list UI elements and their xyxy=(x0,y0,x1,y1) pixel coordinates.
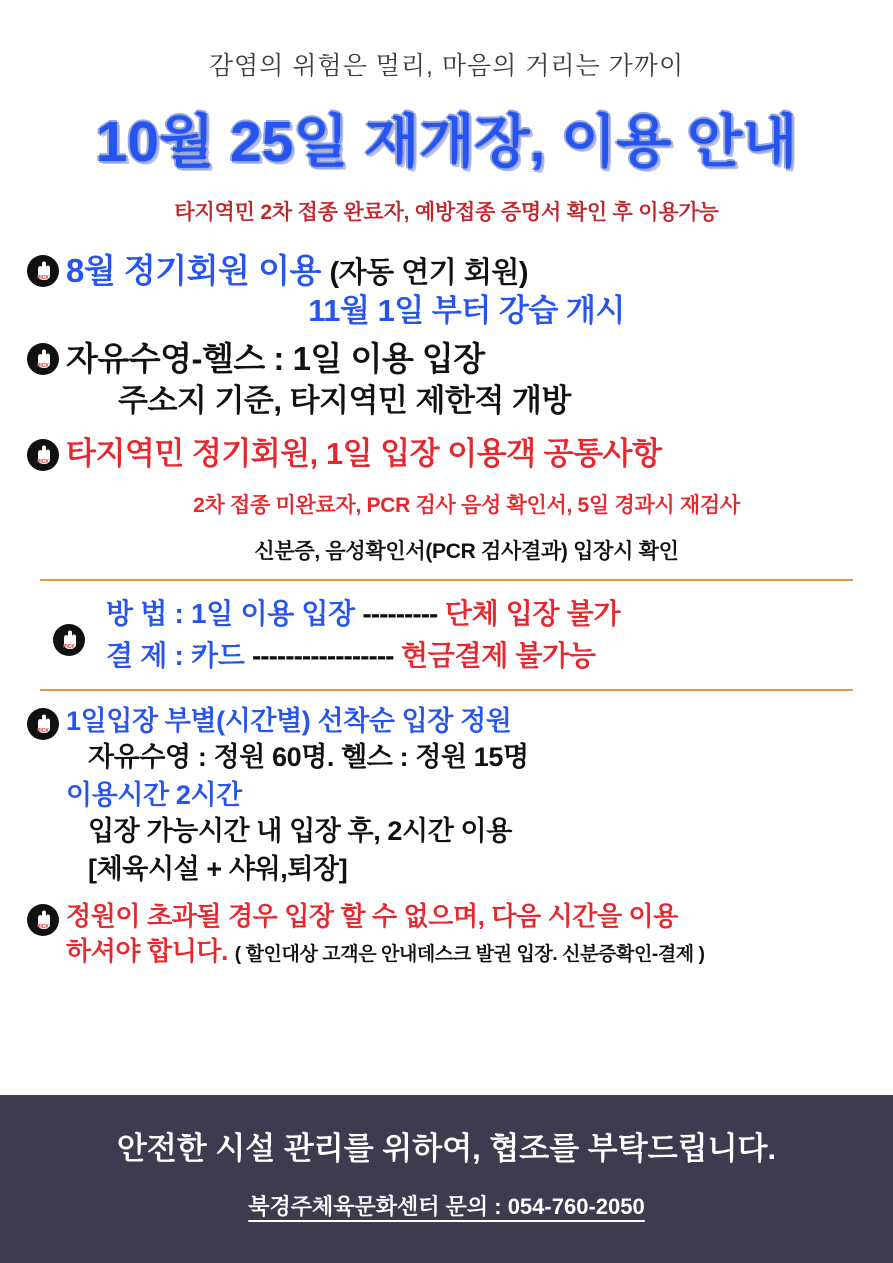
method-label: 방 법 : 1일 이용 입장 xyxy=(106,597,355,629)
pointing-hand-icon xyxy=(26,707,62,741)
pointing-hand-icon xyxy=(26,254,62,288)
payment-line xyxy=(92,635,853,677)
list-item-text xyxy=(66,250,867,332)
svg-text:PICK: PICK xyxy=(37,727,49,734)
footer-contact: 북경주체육문화센터 문의 : 054-760-2050 xyxy=(248,1194,645,1219)
payment-label: 결 제 : 카드 xyxy=(106,639,245,671)
pointing-hand-icon xyxy=(26,438,62,472)
method-payment-text xyxy=(92,593,853,677)
payment-dash: ----------------- xyxy=(251,639,394,671)
list-item xyxy=(26,434,867,564)
usage-time-detail-2: [체육시설 + 샤워,퇴장] xyxy=(88,854,348,885)
method-line xyxy=(92,593,853,635)
list-item xyxy=(26,250,867,332)
vaccination-note: 타지역민 2차 접종 완료자, 예방접종 증명서 확인 후 이용가능 xyxy=(174,201,719,224)
list-item-text xyxy=(66,703,867,889)
list-item-text xyxy=(66,434,867,564)
usage-time-detail: 입장 가능시간 내 입장 후, 2시간 이용 xyxy=(88,816,512,847)
item1-line2: 11월 1일 부터 강습 개시 xyxy=(308,293,625,329)
pointing-hand-icon xyxy=(52,623,88,657)
overflow-notice-line1: 정원이 초과될 경우 입장 할 수 없으며, 다음 시간을 이용 xyxy=(66,900,678,931)
overflow-notice-line2-text: 하셔야 합니다. xyxy=(66,935,228,966)
list-item xyxy=(26,338,867,423)
capacity-numbers: 자유수영 : 정원 60명. 헬스 : 정원 15명 xyxy=(88,742,529,773)
list-item-text xyxy=(66,338,867,423)
overflow-notice-line2 xyxy=(66,934,867,969)
list-item-text xyxy=(66,899,867,969)
pointing-hand-icon xyxy=(26,342,62,376)
svg-text:PICK: PICK xyxy=(63,643,75,650)
discount-note: ( 할인대상 고객은 안내데스크 발권 입장. 신분증확인-결제 ) xyxy=(234,943,705,965)
pointing-hand-icon xyxy=(26,903,62,937)
item3-line1: 타지역민 정기회원, 1일 입장 이용객 공통사항 xyxy=(66,436,662,472)
svg-text:PICK: PICK xyxy=(37,923,49,930)
poster-body xyxy=(0,250,893,969)
list-item xyxy=(26,703,867,889)
method-tail: 단체 입장 불가 xyxy=(444,597,621,629)
item2-line1: 자유수영-헬스 : 1일 이용 입장 xyxy=(66,339,485,377)
svg-text:PICK: PICK xyxy=(37,362,49,369)
footer-message: 안전한 시설 관리를 위하여, 협조를 부탁드립니다. xyxy=(116,1131,777,1166)
capacity-heading: 1일입장 부별(시간별) 선착순 입장 정원 xyxy=(66,705,512,736)
item3-line3: 신분증, 음성확인서(PCR 검사결과) 입장시 확인 xyxy=(254,539,679,563)
footer xyxy=(0,1095,893,1263)
method-dash: --------- xyxy=(362,597,438,629)
usage-time-heading: 이용시간 2시간 xyxy=(66,779,242,810)
list-item xyxy=(26,899,867,969)
item2-line2: 주소지 기준, 타지역민 제한적 개방 xyxy=(118,383,571,419)
item1-line1-black: (자동 연기 회원) xyxy=(329,257,529,289)
poster-subtitle-top: 감염의 위험은 멀리, 마음의 거리는 가까이 xyxy=(208,52,685,80)
method-payment-block xyxy=(40,579,853,691)
payment-tail: 현금결제 불가능 xyxy=(400,639,596,671)
item3-line2: 2차 접종 미완료자, PCR 검사 음성 확인서, 5일 경과시 재검사 xyxy=(193,493,740,517)
page-title: 10월 25일 재개장, 이용 안내 xyxy=(95,110,798,174)
svg-text:PICK: PICK xyxy=(37,459,49,466)
item1-line1-blue: 8월 정기회원 이용 xyxy=(66,252,321,289)
svg-text:PICK: PICK xyxy=(37,275,49,281)
